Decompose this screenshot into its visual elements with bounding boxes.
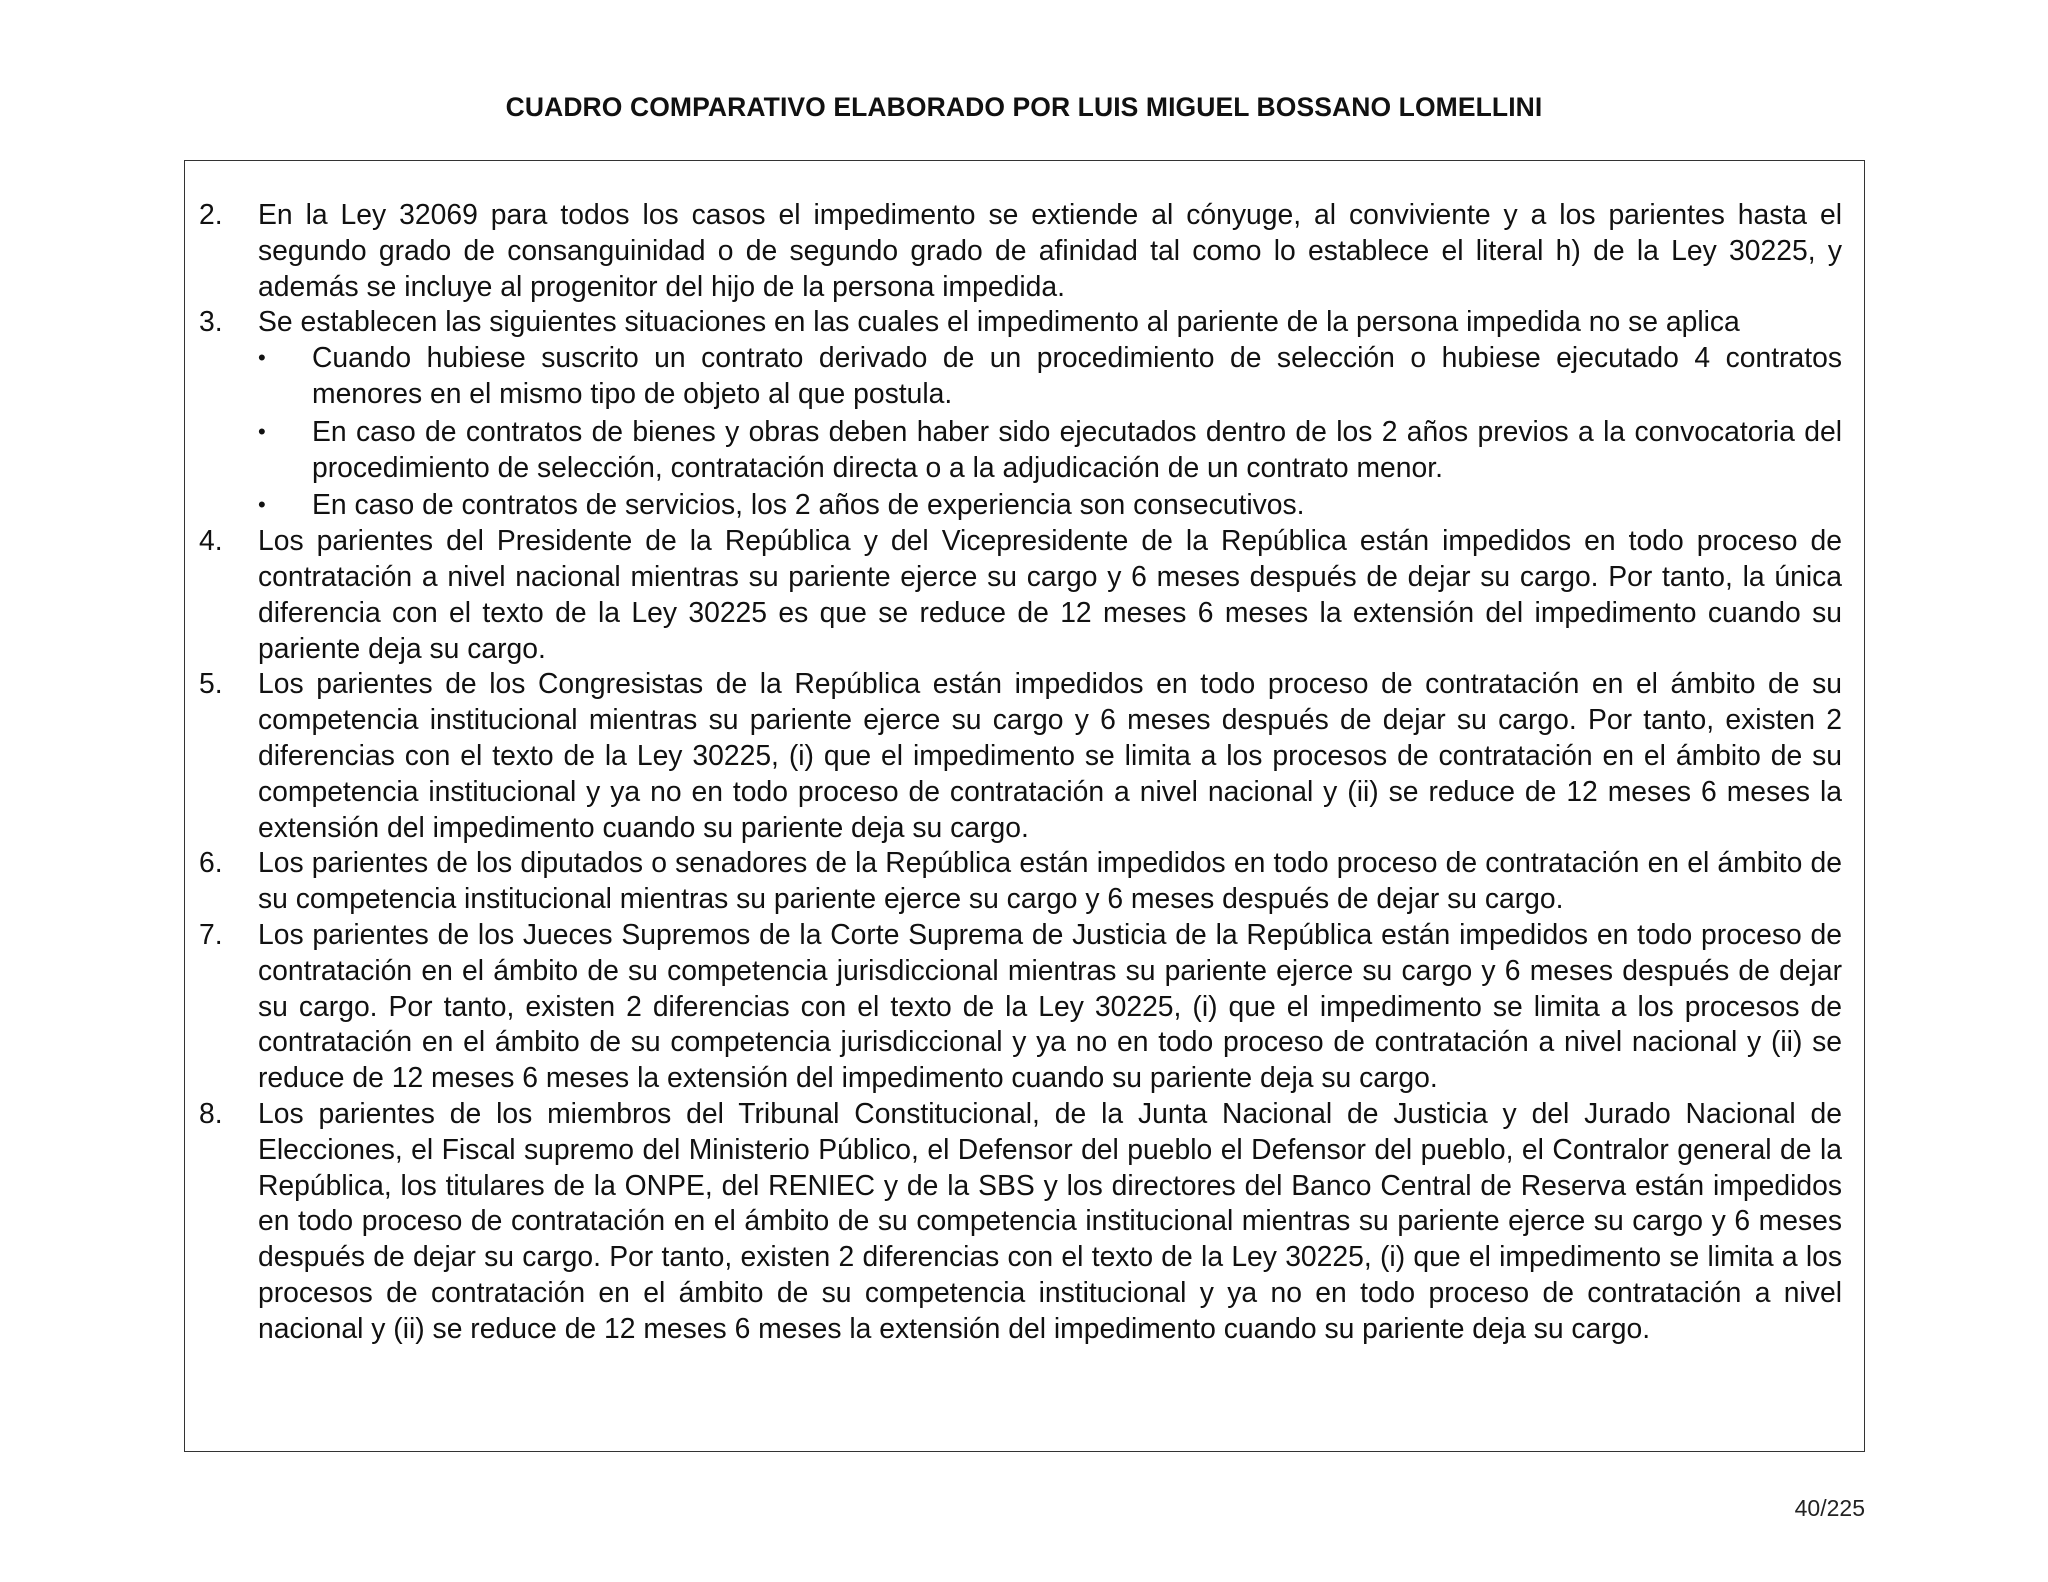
item-text: Los parientes de los Jueces Supremos de la Corte Suprema de Justicia de la República están impedidos en todo proceso de contratación en el ámbito de su competencia jurisdiccional mientras su pariente ejerce su cargo y 6 meses después de dejar su cargo. Por tanto, existen 2 diferencias con el texto de la Ley 30225, (i) que el impedimento se limita a los procesos de contratación en el ámbito de su competencia jurisdiccional y ya no en todo proceso de contratación a nivel nacional y (ii) se reduce de 12 meses 6 meses la extensión del impedimento cuando su pariente deja su cargo. (258, 917, 1842, 1094)
item-number: 8. (199, 1096, 223, 1129)
bullet-text: Cuando hubiese suscrito un contrato derivado de un procedimiento de selección o hubiese ejecutado 4 contratos menores en el mismo tipo de objeto al que postula. (312, 341, 1842, 409)
list-item (199, 845, 1842, 917)
page-number: 40/225 (1794, 1495, 1865, 1521)
bullet-text: En caso de contratos de bienes y obras deben haber sido ejecutados dentro de los 2 años previos a la convocatoria del procedimiento de selección, contratación directa o a la adjudicación de un contrato menor. (312, 414, 1842, 483)
item-text: Los parientes de los miembros del Tribunal Constitucional, de la Junta Nacional de Justicia y del Jurado Nacional de Elecciones, el Fiscal supremo del Ministerio Público, el Defensor del pueblo el Defensor del pueblo, el Contralor general de la República, los titulares de la ONPE, del RENIEC y de la SBS y los directores del Banco Central de Reserva están impedidos en todo proceso de contratación en el ámbito de su competencia institucional mientras su pariente ejerce su cargo y 6 meses después de dejar su cargo. Por tanto, existen 2 diferencias con el texto de la Ley 30225, (i) que el impedimento se limita a los procesos de contratación en el ámbito de su competencia institucional y ya no en todo proceso de contratación a nivel nacional y (ii) se reduce de 12 meses 6 meses la extensión del impedimento cuando su pariente deja su cargo. (258, 1096, 1842, 1344)
bullet-icon: • (258, 418, 266, 444)
comparison-box (184, 160, 1865, 1452)
item-text: Los parientes del Presidente de la República y del Vicepresidente de la República están impedidos en todo proceso de contratación a nivel nacional mientras su pariente ejerce su cargo y 6 meses después de dejar su cargo. Por tanto, la única diferencia con el texto de la Ley 30225 es que se reduce de 12 meses 6 meses la extensión del impedimento cuando su pariente deja su cargo. (258, 524, 1842, 664)
bullet-icon: • (258, 492, 266, 518)
item-number: 3. (199, 305, 223, 338)
item-text: Los parientes de los diputados o senadores de la República están impedidos en todo proceso de contratación en el ámbito de su competencia institucional mientras su pariente ejerce su cargo y 6 meses después de dejar su cargo. (258, 846, 1842, 915)
list-item (199, 917, 1842, 1096)
list-item (199, 523, 1842, 666)
list-item (199, 1096, 1842, 1347)
item-number: 4. (199, 524, 223, 557)
item-number: 6. (199, 846, 223, 879)
bullet-text: En caso de contratos de servicios, los 2 años de experiencia son consecutivos. (312, 488, 1305, 521)
sub-bullet-item (199, 487, 1842, 523)
item-number: 5. (199, 667, 223, 700)
item-text: Se establecen las siguientes situaciones en las cuales el impedimento al pariente de la persona impedida no se aplica (258, 305, 1740, 338)
sub-bullet-item (199, 340, 1842, 412)
item-text: Los parientes de los Congresistas de la República están impedidos en todo proceso de contratación en el ámbito de su competencia institucional mientras su pariente ejerce su cargo y 6 meses después de dejar su cargo. Por tanto, existen 2 diferencias con el texto de la Ley 30225, (i) que el impedimento se limita a los procesos de contratación en el ámbito de su competencia institucional y ya no en todo proceso de contratación a nivel nacional y (ii) se reduce de 12 meses 6 meses la extensión del impedimento cuando su pariente deja su cargo. (258, 667, 1842, 843)
item-number: 7. (199, 917, 223, 950)
page-title: CUADRO COMPARATIVO ELABORADO POR LUIS MIGUEL BOSSANO LOMELLINI (505, 92, 1543, 122)
item-number: 2. (199, 198, 223, 230)
list-item (199, 197, 1842, 304)
sub-bullet-item (199, 414, 1842, 486)
list-item (199, 666, 1842, 845)
bullet-icon: • (258, 345, 266, 371)
item-text: En la Ley 32069 para todos los casos el impedimento se extiende al cónyuge, al conviviente y a los parientes hasta el segundo grado de consanguinidad o de segundo grado de afinidad tal como lo establece el literal h) de la Ley 30225, y además se incluye al progenitor del hijo de la persona impedida. (258, 198, 1842, 302)
numbered-list (199, 197, 1842, 1347)
list-item (199, 304, 1842, 340)
